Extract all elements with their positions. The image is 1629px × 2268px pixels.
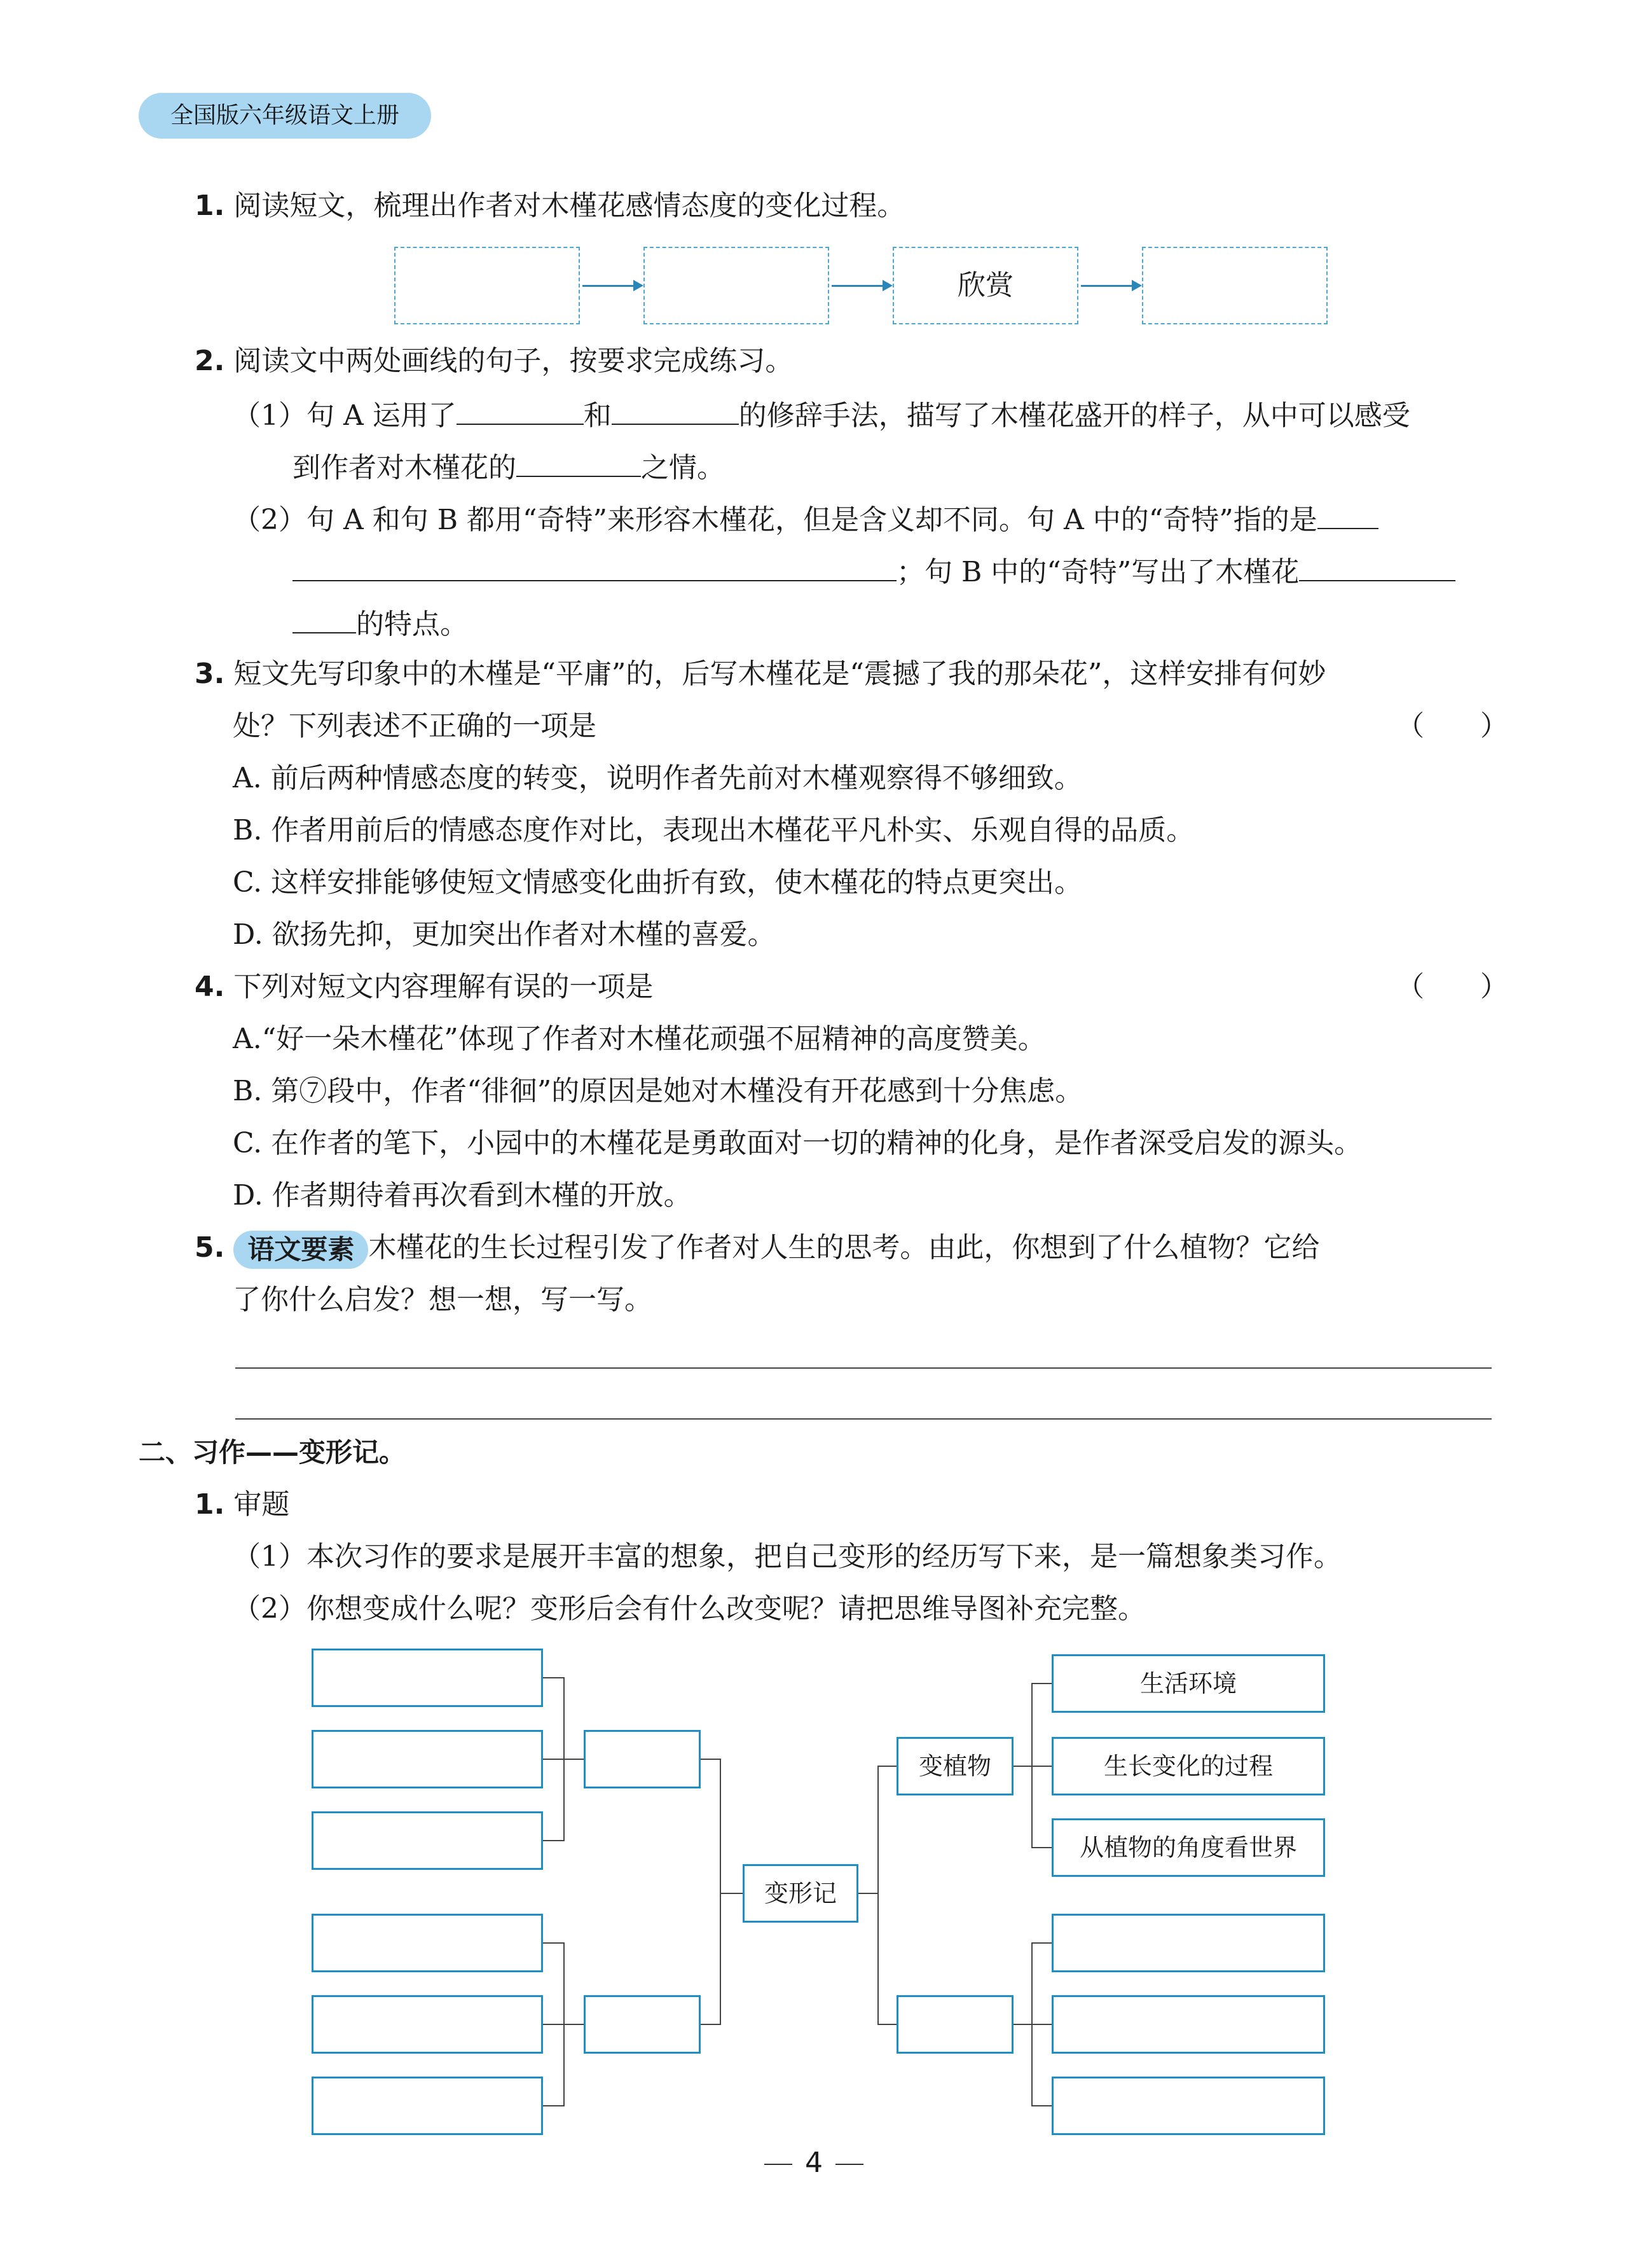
connector bbox=[1031, 1847, 1052, 1848]
q2-p2-line2 bbox=[292, 552, 1455, 590]
q2-blank-3[interactable] bbox=[516, 448, 641, 477]
connector bbox=[563, 2024, 584, 2025]
section2-sub1-number: 1. bbox=[195, 1488, 225, 1521]
q3-text2: 处？下列表述不正确的一项是 bbox=[233, 710, 596, 742]
q2-number: 2. bbox=[195, 345, 225, 377]
section2-sub1 bbox=[195, 1487, 289, 1523]
mindmap-center: 变形记 bbox=[743, 1864, 858, 1923]
flow-arrow-3 bbox=[1081, 285, 1139, 287]
q2-p2-line1 bbox=[233, 500, 1378, 538]
mindmap-left-leaf-3[interactable] bbox=[312, 1811, 543, 1870]
q3-option-c: C. 这样安排能够使短文情感变化曲折有致，使木槿花的特点更突出。 bbox=[233, 866, 1083, 899]
q3-option-a: A. 前后两种情感态度的转变，说明作者先前对木槿观察得不够细致。 bbox=[233, 762, 1082, 794]
connector bbox=[1031, 2024, 1052, 2025]
connector bbox=[858, 1893, 877, 1894]
connector bbox=[701, 2024, 721, 2025]
mindmap-right-leaf-3: 从植物的角度看世界 bbox=[1052, 1818, 1325, 1877]
connector bbox=[1031, 2105, 1052, 2106]
section2-p1: （1）本次习作的要求是展开丰富的想象，把自己变形的经历写下来，是一篇想象类习作。 bbox=[233, 1540, 1342, 1573]
section2-sub1-title: 审题 bbox=[233, 1488, 290, 1521]
q2-text: 阅读文中两处画线的句子，按要求完成练习。 bbox=[233, 345, 794, 377]
connector bbox=[543, 1759, 563, 1760]
answer-line-1[interactable] bbox=[235, 1367, 1492, 1369]
q2-blank-2[interactable] bbox=[612, 396, 739, 425]
mindmap-right-leaf-4[interactable] bbox=[1052, 1914, 1325, 1972]
q4-option-b: B. 第⑦段中，作者“徘徊”的原因是她对木槿没有开花感到十分焦虑。 bbox=[233, 1075, 1083, 1107]
q4-option-d: D. 作者期待着再次看到木槿的开放。 bbox=[233, 1179, 692, 1212]
q2-blank-4[interactable] bbox=[1317, 500, 1378, 529]
mindmap-left-leaf-6[interactable] bbox=[312, 2077, 543, 2135]
page-dash-left bbox=[764, 2164, 792, 2165]
flow-arrow-1 bbox=[582, 285, 641, 287]
flow-box-3: 欣赏 bbox=[893, 247, 1078, 324]
q2-p1-text-b: 和 bbox=[583, 399, 612, 432]
q2-p2-text-b: ；句 B 中的“奇特”写出了木槿花 bbox=[897, 556, 1300, 588]
q2-p1-text-d: 到作者对木槿花的 bbox=[292, 452, 516, 484]
q4-option-c: C. 在作者的笔下，小园中的木槿花是勇敢面对一切的精神的化身，是作者深受启发的源头。 bbox=[233, 1127, 1363, 1159]
mindmap-right-leaf-6[interactable] bbox=[1052, 2077, 1325, 2135]
mindmap-left-leaf-5[interactable] bbox=[312, 1995, 543, 2054]
q2-p2-text-a: （2）句 A 和句 B 都用“奇特”来形容木槿花，但是含义却不同。句 A 中的“奇特”指的是 bbox=[233, 504, 1317, 536]
q2-p1-text-c: 的修辞手法，描写了木槿花盛开的样子，从中可以感受 bbox=[738, 399, 1410, 432]
connector bbox=[701, 1759, 721, 1760]
q2-p2-line3 bbox=[292, 604, 468, 642]
q3-option-b: B. 作者用前后的情感态度作对比，表现出木槿花平凡朴实、乐观自得的品质。 bbox=[233, 814, 1195, 847]
connector bbox=[543, 2024, 563, 2025]
q2-p1-line2 bbox=[292, 448, 725, 486]
answer-line-2[interactable] bbox=[235, 1418, 1492, 1420]
connector bbox=[543, 1942, 563, 1944]
section2-title: 二、习作——变形记。 bbox=[139, 1437, 406, 1468]
flow-box-4[interactable] bbox=[1142, 247, 1328, 324]
q4-number: 4. bbox=[195, 971, 225, 1003]
flow-box-2[interactable] bbox=[643, 247, 829, 324]
mindmap-left-leaf-4[interactable] bbox=[312, 1914, 543, 1972]
connector bbox=[1014, 1766, 1033, 1767]
connector bbox=[1031, 1766, 1052, 1767]
connector bbox=[543, 1677, 563, 1678]
q2-line bbox=[195, 343, 793, 379]
connector bbox=[543, 1840, 563, 1841]
q5-text2: 了你什么启发？想一想，写一写。 bbox=[233, 1283, 652, 1316]
q4-line bbox=[195, 969, 653, 1005]
mindmap-right-branch-1: 变植物 bbox=[897, 1737, 1014, 1795]
q3-number: 3. bbox=[195, 658, 225, 690]
connector bbox=[877, 1766, 897, 1767]
q3-answer-paren[interactable]: （ ） bbox=[1396, 710, 1508, 742]
connector bbox=[1031, 1942, 1052, 1944]
mindmap-left-branch-1[interactable] bbox=[584, 1730, 701, 1788]
q2-p2-text-c: 的特点。 bbox=[356, 608, 468, 640]
q2-p1-text-e: 之情。 bbox=[641, 452, 725, 484]
connector bbox=[877, 1766, 879, 2025]
q3-text1: 短文先写印象中的木槿是“平庸”的，后写木槿花是“震撼了我的那朵花”，这样安排有何妙 bbox=[233, 658, 1326, 690]
q2-blank-1[interactable] bbox=[457, 396, 584, 425]
connector bbox=[720, 1759, 721, 2025]
connector bbox=[563, 1759, 584, 1760]
q1-number: 1. bbox=[195, 190, 225, 222]
q2-p1-line1 bbox=[233, 396, 1410, 434]
q3-line1 bbox=[195, 656, 1326, 692]
connector bbox=[1014, 2024, 1033, 2025]
q1-text: 阅读短文，梳理出作者对木槿花感情态度的变化过程。 bbox=[233, 190, 905, 222]
mindmap-right-leaf-1: 生活环境 bbox=[1052, 1654, 1325, 1713]
mindmap-left-branch-2[interactable] bbox=[584, 1995, 701, 2054]
q5-text1: 木槿花的生长过程引发了作者对人生的思考。由此，你想到了什么植物？它给 bbox=[368, 1231, 1320, 1264]
page-dash-right bbox=[835, 2164, 863, 2165]
q5-line1 bbox=[195, 1230, 1319, 1269]
q2-p1-text-a: （1）句 A 运用了 bbox=[233, 399, 457, 432]
q4-answer-paren[interactable]: （ ） bbox=[1396, 971, 1508, 1003]
mindmap-left-leaf-1[interactable] bbox=[312, 1649, 543, 1707]
connector bbox=[877, 2024, 897, 2025]
section2-p2: （2）你想变成什么呢？变形后会有什么改变呢？请把思维导图补充完整。 bbox=[233, 1593, 1146, 1625]
connector bbox=[543, 2105, 563, 2106]
mindmap-right-leaf-5[interactable] bbox=[1052, 1995, 1325, 2054]
page-number-wrap bbox=[750, 2147, 877, 2179]
mindmap-right-branch-2[interactable] bbox=[897, 1995, 1014, 2054]
connector bbox=[1031, 1683, 1052, 1684]
page-number: 4 bbox=[805, 2147, 823, 2179]
book-badge: 全国版六年级语文上册 bbox=[139, 93, 431, 139]
flow-box-1[interactable] bbox=[394, 247, 580, 324]
q4-text: 下列对短文内容理解有误的一项是 bbox=[233, 971, 654, 1003]
connector bbox=[720, 1893, 743, 1894]
q2-blank-7[interactable] bbox=[292, 604, 356, 633]
q5-tag: 语文要素 bbox=[233, 1231, 368, 1269]
q5-number: 5. bbox=[195, 1231, 225, 1264]
q3-option-d: D. 欲扬先抑，更加突出作者对木槿的喜爱。 bbox=[233, 918, 776, 951]
mindmap-left-leaf-2[interactable] bbox=[312, 1730, 543, 1788]
flow-arrow-2 bbox=[832, 285, 890, 287]
mindmap-right-leaf-2: 生长变化的过程 bbox=[1052, 1737, 1325, 1795]
q4-option-a: A.“好一朵木槿花”体现了作者对木槿花顽强不屈精神的高度赞美。 bbox=[233, 1023, 1046, 1055]
q1-line bbox=[195, 188, 905, 224]
q2-blank-6[interactable] bbox=[1299, 552, 1455, 581]
q2-blank-5[interactable] bbox=[292, 552, 897, 581]
